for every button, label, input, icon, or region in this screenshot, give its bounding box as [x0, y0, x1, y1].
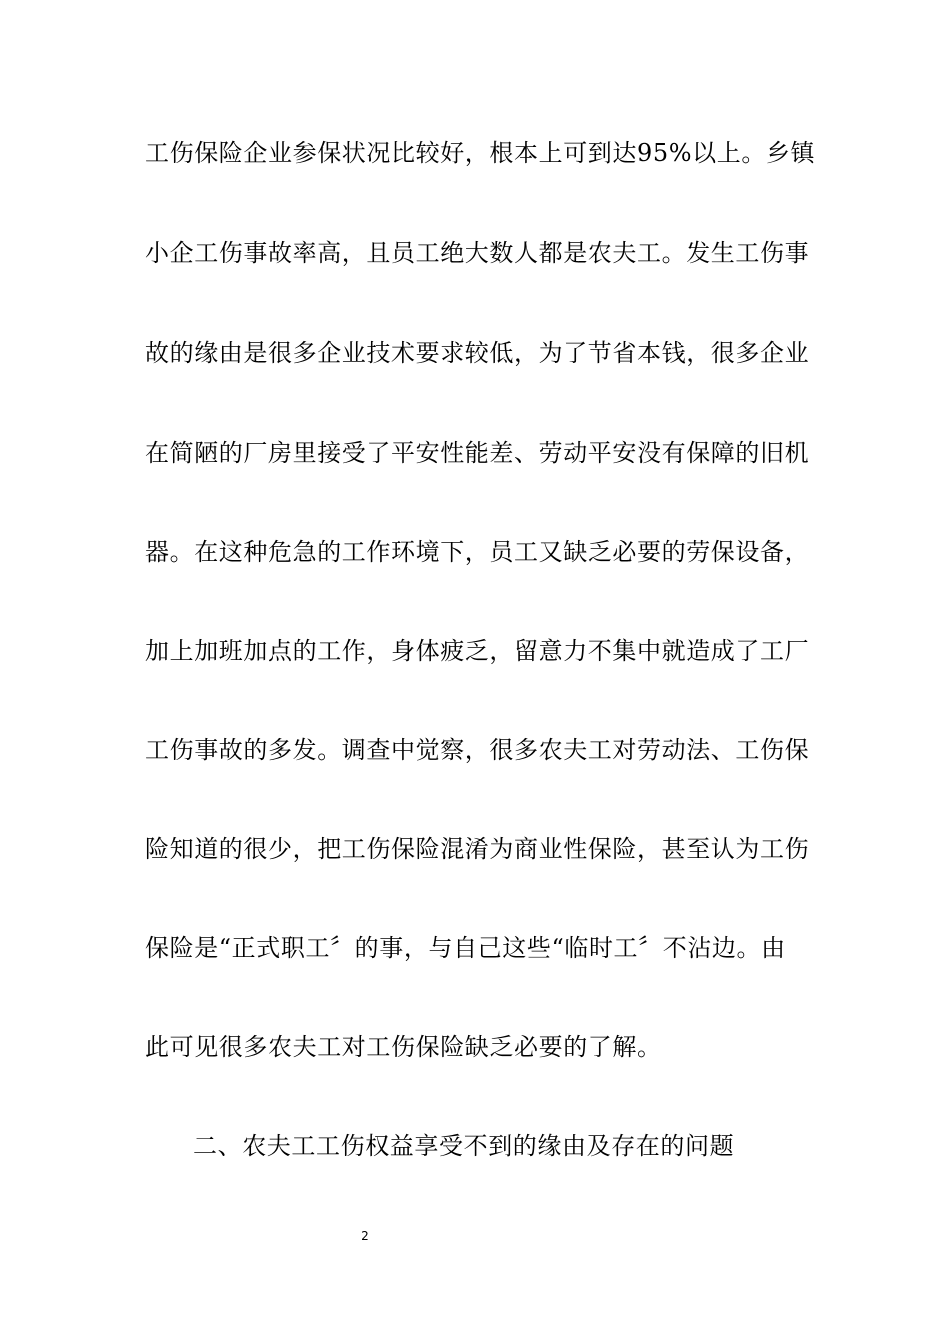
paragraph-line-3: 故的缘由是很多企业技术要求较低，为了节省本钱，很多企业 — [145, 339, 810, 367]
paragraph-line-4: 在简陋的厂房里接受了平安性能差、劳动平安没有保障的旧机 — [145, 439, 810, 467]
paragraph-line-10: 此可见很多农夫工对工伤保险缺乏必要的了解。 — [145, 1033, 662, 1061]
section-heading: 二、农夫工工伤权益享受不到的缘由及存在的问题 — [193, 1132, 735, 1160]
paragraph-line-8: 险知道的很少，把工伤保险混淆为商业性保险，甚至认为工伤 — [145, 835, 810, 863]
paragraph-line-7: 工伤事故的多发。调查中觉察，很多农夫工对劳动法、工伤保 — [145, 736, 810, 764]
page-number: 2 — [361, 1229, 369, 1243]
paragraph-line-9: 保险是“正式职工〞的事，与自己这些“临时工〞不沾边。由 — [145, 934, 786, 962]
paragraph-line-5: 器。在这种危急的工作环境下，员工又缺乏必要的劳保设备， — [145, 538, 810, 566]
paragraph-line-2: 小企工伤事故率高，且员工绝大数人都是农夫工。发生工伤事 — [145, 239, 810, 267]
paragraph-line-1: 工伤保险企业参保状况比较好，根本上可到达95%以上。乡镇 — [145, 139, 816, 167]
paragraph-line-6: 加上加班加点的工作，身体疲乏，留意力不集中就造成了工厂 — [145, 637, 810, 665]
